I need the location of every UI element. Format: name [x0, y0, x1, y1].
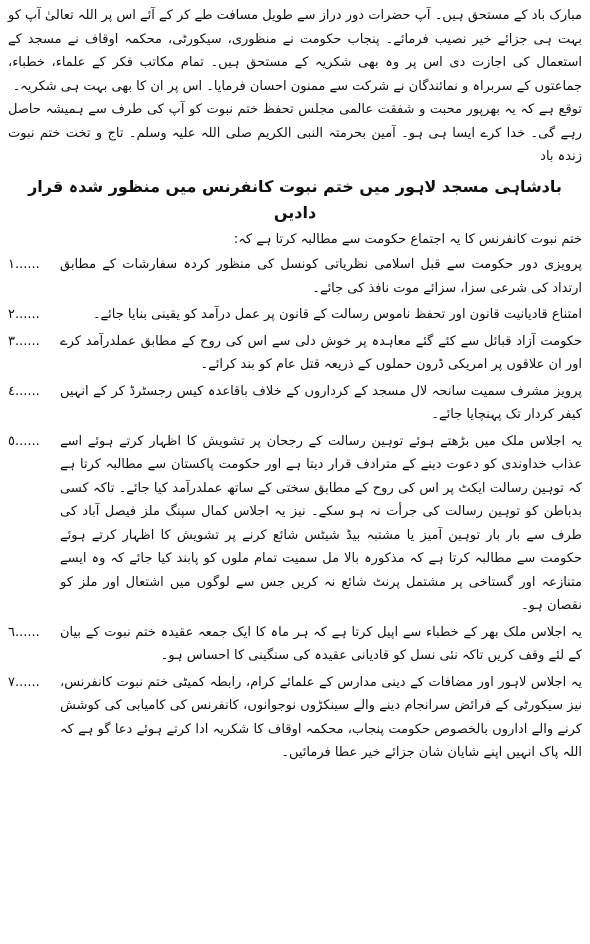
resolution-text: امتناع قادیانیت قانون اور تحفظ ناموس رسالت کے قانون پر عمل درآمد کو یقینی بنایا جائے۔: [92, 307, 582, 322]
closing-prayer-paragraph: توقع ہے کہ یہ بھرپور محبت و شفقت عالمی مجلس تحفظ ختم نبوت کو آپ کی طرف سے ہمیشہ حاصل رہے گی۔ خدا کرے ایسا ہی ہو۔ آمین بحرمتہ النبی الکریم صلی اللہ علیہ وسلم۔ تاج و تخت ختم نبوت زندہ باد: [8, 102, 582, 164]
resolution-number: ٥......: [8, 433, 40, 449]
resolution-item: [8, 253, 582, 300]
resolution-number: ١......: [8, 257, 40, 272]
resolutions-heading: بادشاہی مسجد لاہور میں ختم نبوت کانفرنس میں منظور شدہ قرار دادیں: [28, 176, 562, 222]
resolutions-list: [8, 253, 582, 765]
resolution-number: ٢......: [8, 307, 40, 322]
resolution-text: یہ اجلاس لاہور اور مضافات کے دینی مدارس کے علمائے کرام، رابطہ کمیٹی ختم نبوت کانفرنس، نیز سیکورٹی کے فرائض سرانجام دینے والے سینکڑوں نوجوانوں، کانفرنس کی کامیابی کی کوشش کرنے والے اداروں بالخصوص حکومت پنجاب، محکمہ اوقاف کا شکریہ ادا کرتے ہوئے دعا گو ہے کہ اللہ پاک انہیں اپنے شایان شان جزائے خیر عطا فرمائیں۔: [60, 674, 582, 760]
resolution-text: پرویز مشرف سمیت سانحہ لال مسجد کے کرداروں کے خلاف باقاعدہ کیس رجسٹرڈ کر کے انہیں کیفر کردار تک پہنچایا جائے۔: [60, 383, 582, 422]
resolution-text: پرویزی دور حکومت سے قبل اسلامی نظریاتی کونسل کی منظور کردہ سفارشات کے مطابق ارتداد کی شرعی سزا، سزائے موت نافذ کی جائے۔: [60, 257, 582, 296]
resolution-item: [8, 303, 582, 327]
resolution-item: [8, 430, 582, 618]
resolution-text: یہ اجلاس ملک میں بڑھتے ہوئے توہین رسالت کے رجحان پر تشویش کا اظہار کرتے ہوئے اسے عذاب خداوندی کو دعوت دینے کے مترادف قرار دیتا ہے اور حکومت پاکستان سے مطالبہ کرتا ہے کہ توہین رسالت ایکٹ پر اس کی روح کے مطابق سختی کے ساتھ عملدرآمد کیا جائے۔ تاکہ کسی بدباطن کو توہین رسالت کی جرأت نہ ہو سکے۔ نیز یہ اجلاس کمال سپنگ ملز فیصل آباد کی طرف سے بار بار توہین آمیز یا مشتبہ بیڈ شیٹس شائع کرنے پر تشویش کا اظہار کرتے ہوئے حکومت سے مطالبہ کرتا ہے کہ مذکورہ بالا مل سمیت تمام ملوں کو پابند کیا جائے کہ وہ ایسے متنازعہ اور گستاخی پر مشتمل پرنٹ شائع نہ کریں جس سے لوگوں میں اشتعال اور ملز کو نقصان ہو۔: [60, 433, 582, 613]
resolution-item: [8, 671, 582, 765]
resolution-number: ٤......: [8, 383, 40, 399]
resolution-item: [8, 621, 582, 668]
resolution-item: [8, 380, 582, 427]
resolution-item: [8, 330, 582, 377]
opening-paragraph: مبارک باد کے مستحق ہیں۔ آپ حضرات دور دراز سے طویل مسافت طے کر کے آئے اس پر اللہ تعالیٰ آپ کو بہت ہی جزائے خیر نصیب فرمائے۔ پنجاب حکومت نے منظوری، سیکورٹی، محکمہ اوقاف نے مسجد کے استعمال کی اجازت دی اس پر وہ بھی شکریہ کے مستحق ہیں۔ تمام مکاتب فکر کے علماء، خطباء، جماعتوں کے سربراہ و نمائندگان نے شرکت سے ممنون احسان فرمایا۔ اس پر ان کا بھی بہت ہی شکریہ۔: [8, 8, 582, 94]
resolutions-intro: ختم نبوت کانفرنس کا یہ اجتماع حکومت سے مطالبہ کرتا ہے کہ:: [233, 231, 582, 247]
resolution-text: یہ اجلاس ملک بھر کے خطباء سے اپیل کرتا ہے کہ ہر ماہ کا ایک جمعہ عقیدہ ختم نبوت کے بیان کے لئے وقف کریں تاکہ نئی نسل کو قادیانی عقیدہ کی سنگینی کا احساس ہو۔: [60, 624, 582, 663]
resolution-number: ٦......: [8, 624, 40, 640]
resolution-number: ٧......: [8, 674, 40, 690]
resolution-text: حکومت آزاد قبائل سے کئے گئے معاہدہ پر خوش دلی سے اس کی روح کے مطابق عملدرآمد کرے اور ان علاقوں پر امریکی ڈرون حملوں کے ذریعہ قتل عام کو بند کرائے۔: [60, 333, 582, 372]
resolution-number: ٣......: [8, 333, 40, 349]
